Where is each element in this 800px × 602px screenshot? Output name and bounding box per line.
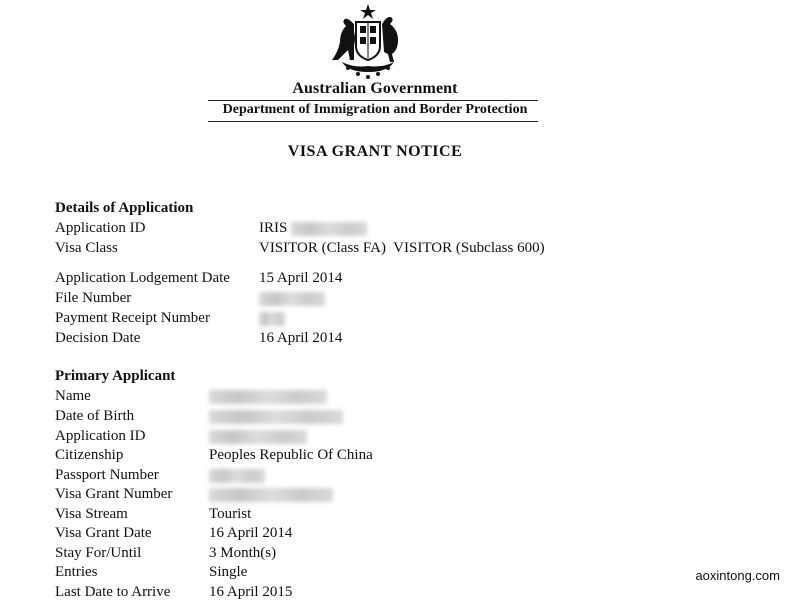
date-of-birth-label: Date of Birth <box>55 408 135 424</box>
redacted-payment-receipt <box>259 312 285 326</box>
citizenship-label: Citizenship <box>55 447 124 463</box>
visa-stream-value: Tourist <box>209 506 252 522</box>
redacted-name <box>209 390 327 404</box>
redacted-passport-number <box>209 469 265 483</box>
header-rule-bottom <box>208 121 538 122</box>
header-rule-top <box>208 100 538 101</box>
visa-grant-date-value: 16 April 2014 <box>209 525 293 541</box>
visa-class-value: VISITOR (Class FA) VISITOR (Subclass 600) <box>259 240 545 256</box>
redacted-file-number <box>259 292 325 306</box>
applicant-id-label: Application ID <box>55 428 146 444</box>
notice-title: VISA GRANT NOTICE <box>287 143 463 160</box>
applicant-id-value <box>209 426 307 446</box>
payment-receipt-value <box>259 308 285 328</box>
visa-grant-number-label: Visa Grant Number <box>55 486 173 502</box>
lodgement-date-value: 15 April 2014 <box>259 270 343 286</box>
redacted-visa-grant-number <box>209 488 333 502</box>
department-title: Department of Immigration and Border Protection <box>222 102 528 117</box>
passport-number-value <box>209 465 265 485</box>
visa-class-label: Visa Class <box>55 240 118 256</box>
file-number-label: File Number <box>55 290 132 306</box>
redacted-application-id <box>291 222 367 236</box>
visa-grant-number-value <box>209 484 333 504</box>
redacted-date-of-birth <box>209 410 343 424</box>
redacted-applicant-id <box>209 430 307 444</box>
entries-label: Entries <box>55 564 98 580</box>
passport-number-label: Passport Number <box>55 467 159 483</box>
application-id-value: IRIS <box>259 218 367 238</box>
application-id-label: Application ID <box>55 220 146 236</box>
name-value <box>209 386 327 406</box>
lodgement-date-label: Application Lodgement Date <box>55 270 230 286</box>
stay-value: 3 Month(s) <box>209 545 277 561</box>
file-number-value <box>259 288 325 308</box>
applicant-section-title: Primary Applicant <box>55 368 176 384</box>
date-of-birth-value <box>209 406 343 426</box>
entries-value: Single <box>209 564 248 580</box>
visa-grant-date-label: Visa Grant Date <box>55 525 152 541</box>
watermark: aoxintong.com <box>695 568 780 583</box>
government-title: Australian Government <box>292 80 458 97</box>
last-date-label: Last Date to Arrive <box>55 584 171 600</box>
name-label: Name <box>55 388 91 404</box>
last-date-value: 16 April 2015 <box>209 584 293 600</box>
details-section-title: Details of Application <box>55 200 194 216</box>
decision-date-label: Decision Date <box>55 330 141 346</box>
payment-receipt-label: Payment Receipt Number <box>55 310 210 326</box>
citizenship-value: Peoples Republic Of China <box>209 447 373 463</box>
stay-label: Stay For/Until <box>55 545 142 561</box>
decision-date-value: 16 April 2014 <box>259 330 343 346</box>
visa-stream-label: Visa Stream <box>55 506 128 522</box>
coat-of-arms-icon <box>318 2 418 82</box>
